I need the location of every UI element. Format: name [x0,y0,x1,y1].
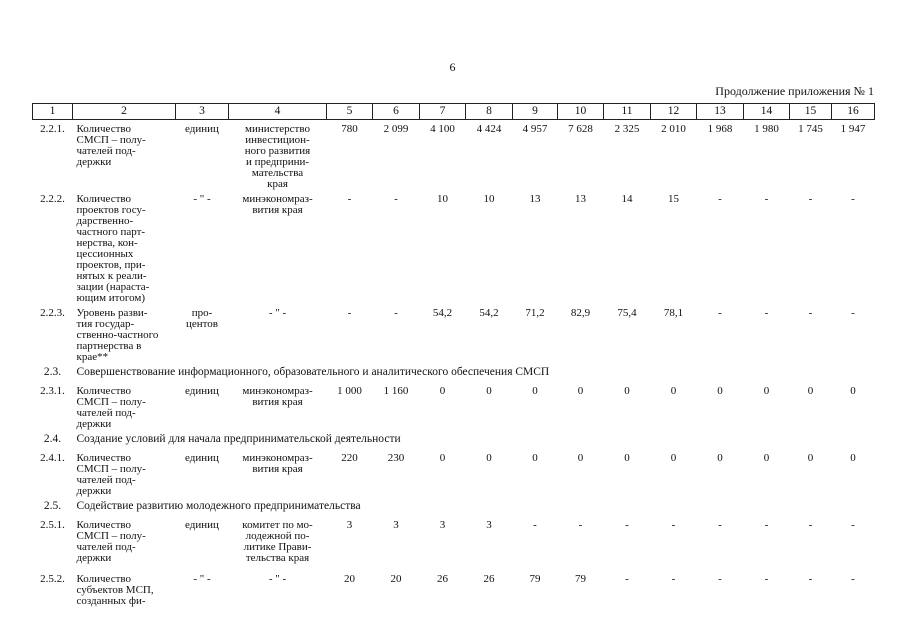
header-cell: 5 [327,104,373,120]
table-row [33,570,875,610]
responsible: минэкономраз- вития края [242,193,313,216]
responsible: - " - [268,573,287,585]
value-cell: 10 [483,193,495,205]
value-cell: 0 [670,452,677,464]
value-cell: 1 000 [337,385,362,397]
section-title: Создание условий для начала предпринимательской деятельности [76,433,401,445]
header-cell: 9 [513,104,558,120]
value-cell: - [347,193,352,205]
value-cell: - [718,307,722,319]
header-cell: 15 [790,104,832,120]
section-title: Содействие развитию молодежного предпринимательства [76,500,361,512]
value-cell: 14 [621,193,633,205]
table-body [33,120,875,611]
value-cell: 0 [850,452,856,464]
value-cell: - [764,573,769,585]
header-cell: 13 [697,104,744,120]
unit: про- центов [185,307,218,330]
value-cell: - [808,573,813,585]
header-cell: 12 [651,104,697,120]
value-cell: 3 [346,519,353,531]
section-row [33,430,875,449]
value-cell: - [347,307,352,319]
value-cell: 79 [529,573,541,585]
header-cell: 11 [604,104,651,120]
indicator-name: Количество субъектов МСП, созданных фи- [76,573,154,607]
value-cell: 3 [393,519,399,531]
header-cell: 6 [373,104,420,120]
value-cell: - [764,307,769,319]
unit: единиц [185,123,219,135]
value-cell: 20 [390,573,402,585]
value-cell: 82,9 [570,307,591,319]
value-cell: - [533,519,537,531]
value-cell: 0 [670,385,677,397]
value-cell: 0 [624,452,630,464]
table-row [33,516,875,570]
header-cell: 14 [744,104,790,120]
value-cell: - [718,573,722,585]
indicators-table [32,103,875,610]
header-cell: 3 [176,104,229,120]
indicator-name: Уровень разви- тия государ- ственно-частного партнерства в крае** [76,307,159,363]
value-cell: 2 099 [383,123,409,135]
value-cell: - [671,573,676,585]
value-cell: 3 [439,519,446,531]
row-number: 2.2.3. [40,307,65,319]
value-cell: - [671,519,676,531]
value-cell: 0 [577,385,584,397]
value-cell: 4 957 [522,123,548,135]
row-number: 2.4.1. [40,452,65,464]
value-cell: - [851,573,855,585]
table-row [33,449,875,497]
responsible: министерство инвестицион- ного развития и предприни- мательства края [244,123,311,190]
unit: единиц [185,385,219,397]
responsible: комитет по мо- лодежной по- литике Прави- тельства края [242,519,313,564]
row-number: 2.2.2. [40,193,65,205]
value-cell: 0 [850,385,856,397]
value-cell: 13 [529,193,541,205]
header-cell: 7 [420,104,466,120]
value-cell: 20 [344,573,355,585]
value-cell: 54,2 [432,307,453,319]
value-cell: - [808,307,813,319]
value-cell: 0 [763,452,770,464]
header-row [33,104,875,120]
unit: - " - [193,193,211,205]
value-cell: 0 [577,452,584,464]
value-cell: 3 [486,519,492,531]
value-cell: - [625,573,629,585]
value-cell: - [808,193,813,205]
value-cell: - [764,193,769,205]
section-number: 2.4. [43,433,62,445]
unit: единиц [185,452,219,464]
value-cell: 4 424 [476,123,502,135]
value-cell: 0 [439,452,446,464]
indicator-name: Количество СМСП – полу- чателей под- держки [76,385,146,430]
value-cell: 26 [483,573,495,585]
value-cell: - [718,193,722,205]
value-cell: 7 628 [568,123,593,135]
value-cell: 1 968 [707,123,733,135]
section-row [33,363,875,382]
value-cell: - [625,519,629,531]
header-cell: 10 [558,104,604,120]
value-cell: 0 [717,452,723,464]
table-row [33,120,875,191]
indicator-name: Количество СМСП – полу- чателей под- держки [76,452,146,497]
value-cell: 2 010 [661,123,686,135]
value-cell: 1 160 [383,385,409,397]
page-number: 6 [449,60,456,74]
value-cell: 780 [341,123,358,135]
value-cell: 1 745 [798,123,823,135]
value-cell: 0 [807,385,814,397]
row-number: 2.5.1. [40,519,65,531]
responsible: минэкономраз- вития края [242,452,313,475]
value-cell: - [764,519,769,531]
value-cell: 0 [532,385,538,397]
section-title: Совершенствование информационного, образовательного и аналитического обеспечения СМСП [76,366,550,378]
unit: - " - [193,573,211,585]
table-row [33,190,875,304]
value-cell: - [578,519,583,531]
value-cell: 220 [341,452,358,464]
value-cell: 0 [439,385,446,397]
value-cell: 75,4 [617,307,637,319]
value-cell: - [808,519,813,531]
section-number: 2.5. [43,500,62,512]
value-cell: 0 [486,452,492,464]
responsible: - " - [268,307,287,319]
value-cell: - [394,307,398,319]
indicator-name: Количество проектов госу- дарственно- частного парт- нерства, кон- цессионных проектов, при- нятых к реали- зации (нараста- ющим итогом) [76,193,150,304]
value-cell: 4 100 [430,123,455,135]
value-cell: 230 [387,452,405,464]
responsible: минэкономраз- вития края [242,385,313,408]
value-cell: 1 947 [840,123,866,135]
value-cell: 10 [437,193,448,205]
value-cell: 26 [437,573,448,585]
table-row [33,304,875,363]
value-cell: - [851,193,855,205]
table-row [33,382,875,430]
value-cell: 0 [717,385,723,397]
header-cell: 8 [466,104,513,120]
row-number: 2.3.1. [40,385,65,397]
value-cell: - [851,307,855,319]
header-cell: 1 [33,104,73,120]
value-cell: 15 [668,193,679,205]
value-cell: 0 [807,452,814,464]
indicator-name: Количество СМСП – полу- чателей под- держки [76,519,146,564]
row-number: 2.5.2. [40,573,65,585]
header-cell: 4 [229,104,327,120]
row-number: 2.2.1. [40,123,65,135]
value-cell: 79 [575,573,586,585]
unit: единиц [185,519,219,531]
header-cell: 16 [832,104,875,120]
section-number: 2.3. [43,366,62,378]
value-cell: 0 [624,385,630,397]
header-cell: 2 [73,104,176,120]
continuation-label: Продолжение приложения № 1 [715,84,874,98]
value-cell: 2 325 [614,123,640,135]
value-cell: 0 [486,385,492,397]
value-cell: 0 [532,452,538,464]
section-row [33,497,875,516]
value-cell: 1 980 [754,123,779,135]
indicator-name: Количество СМСП – полу- чателей под- держки [76,123,146,168]
value-cell: 71,2 [525,307,545,319]
value-cell: 0 [763,385,770,397]
value-cell: 13 [575,193,586,205]
value-cell: - [851,519,855,531]
value-cell: - [394,193,398,205]
value-cell: 78,1 [663,307,684,319]
value-cell: - [718,519,722,531]
value-cell: 54,2 [479,307,499,319]
